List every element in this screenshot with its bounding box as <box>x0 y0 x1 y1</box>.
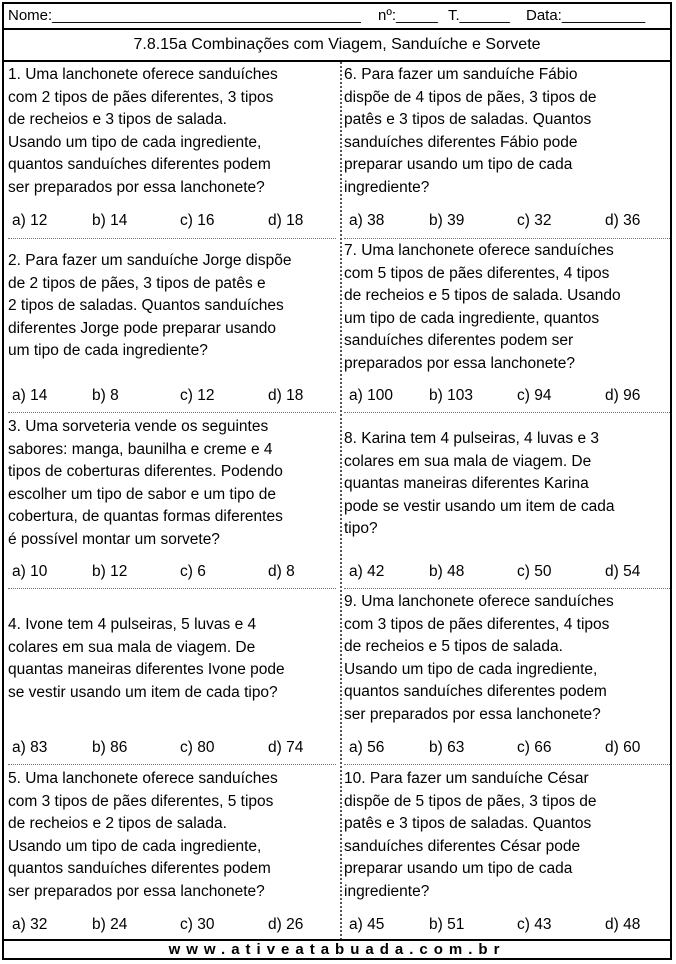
question-5: 5. Uma lanchonete oferece sanduíches com 3 tipos de pães diferentes, 5 tipos de recheios e 2 tipos de salada. Usando um tipo de cada ingrediente, quantos sanduíches diferentes podem ser preparados por essa lanchonete? <box>8 770 278 900</box>
option-b[interactable]: b) 103 <box>429 387 473 404</box>
header-fields <box>4 4 670 30</box>
question-separator <box>8 588 336 589</box>
option-c[interactable]: c) 30 <box>180 916 215 933</box>
number-field-label: nº:_____ <box>378 7 438 24</box>
worksheet <box>2 2 672 960</box>
option-a[interactable]: a) 45 <box>349 916 385 933</box>
option-a[interactable]: a) 38 <box>349 212 385 229</box>
option-b[interactable]: b) 14 <box>92 212 128 229</box>
question-8: 8. Karina tem 4 pulseiras, 4 luvas e 3 colares em sua mala de viagem. De quantas maneiras diferentes Karina pode se vestir usando um item de cada tipo? <box>344 430 615 537</box>
option-b[interactable]: b) 48 <box>429 563 465 580</box>
option-b[interactable]: b) 12 <box>92 563 128 580</box>
question-4: 4. Ivone tem 4 pulseiras, 5 luvas e 4 colares em sua mala de viagem. De quantas maneiras diferentes Ivone pode se vestir usando um item de cada tipo? <box>8 616 285 701</box>
option-c[interactable]: c) 6 <box>180 563 206 580</box>
option-d[interactable]: d) 8 <box>268 563 295 580</box>
option-c[interactable]: c) 32 <box>517 212 552 229</box>
column-divider <box>340 62 342 940</box>
option-c[interactable]: c) 50 <box>517 563 552 580</box>
date-field-label: Data:__________ <box>526 7 646 24</box>
option-a[interactable]: a) 10 <box>12 563 48 580</box>
option-c[interactable]: c) 66 <box>517 739 552 756</box>
option-b[interactable]: b) 63 <box>429 739 465 756</box>
option-b[interactable]: b) 51 <box>429 916 465 933</box>
option-b[interactable]: b) 39 <box>429 212 465 229</box>
question-1: 1. Uma lanchonete oferece sanduíches com 2 tipos de pães diferentes, 3 tipos de recheios e 3 tipos de salada. Usando um tipo de cada ingrediente, quantos sanduíches diferentes podem ser preparados por essa lanchonete? <box>8 66 278 196</box>
option-d[interactable]: d) 48 <box>605 916 641 933</box>
page-title: 7.8.15a Combinações com Viagem, Sanduíche e Sorvete <box>4 32 670 62</box>
question-separator <box>344 412 670 413</box>
option-a[interactable]: a) 32 <box>12 916 48 933</box>
option-b[interactable]: b) 24 <box>92 916 128 933</box>
option-c[interactable]: c) 43 <box>517 916 552 933</box>
class-field-label: T.______ <box>448 7 510 24</box>
question-7: 7. Uma lanchonete oferece sanduíches com 5 tipos de pães diferentes, 4 tipos de recheios e 5 tipos de salada. Usando um tipo de cada ingrediente, quantos sanduíches diferentes podem ser preparados por essa lanchonete? <box>344 242 621 372</box>
question-9: 9. Uma lanchonete oferece sanduíches com 3 tipos de pães diferentes, 4 tipos de recheios e 5 tipos de salada. Usando um tipo de cada ingrediente, quantos sanduíches diferentes podem ser preparados por essa lanchonete? <box>344 593 614 723</box>
option-b[interactable]: b) 8 <box>92 387 119 404</box>
question-10: 10. Para fazer um sanduíche César dispõe de 5 tipos de pães, 3 tipos de patês e 3 tipos de saladas. Quantos sanduíches diferentes César pode preparar usando um tipo de cada ingrediente? <box>344 770 597 900</box>
option-d[interactable]: d) 18 <box>268 212 304 229</box>
question-6: 6. Para fazer um sanduíche Fábio dispõe de 4 tipos de pães, 3 tipos de patês e 3 tipos de saladas. Quantos sanduíches diferentes Fábio pode preparar usando um tipo de cada ingrediente? <box>344 66 597 196</box>
question-3: 3. Uma sorveteria vende os seguintes sabores: manga, baunilha e creme e 4 tipos de coberturas diferentes. Podendo escolher um tipo de sabor e um tipo de cobertura, de quantas formas diferentes é possível montar um sorvete? <box>8 418 283 548</box>
option-a[interactable]: a) 12 <box>12 212 48 229</box>
question-separator <box>344 764 670 765</box>
option-a[interactable]: a) 83 <box>12 739 48 756</box>
option-a[interactable]: a) 14 <box>12 387 48 404</box>
footer-website: www.ativeatabuada.com.br <box>4 939 670 959</box>
option-d[interactable]: d) 96 <box>605 387 641 404</box>
option-c[interactable]: c) 16 <box>180 212 215 229</box>
option-d[interactable]: d) 54 <box>605 563 641 580</box>
option-c[interactable]: c) 80 <box>180 739 215 756</box>
question-separator <box>8 238 336 239</box>
question-separator <box>344 588 670 589</box>
option-d[interactable]: d) 74 <box>268 739 304 756</box>
name-field-label: Nome:_____________________________________ <box>8 7 361 24</box>
option-c[interactable]: c) 94 <box>517 387 552 404</box>
option-b[interactable]: b) 86 <box>92 739 128 756</box>
question-separator <box>344 238 670 239</box>
option-c[interactable]: c) 12 <box>180 387 215 404</box>
question-separator <box>8 412 336 413</box>
option-d[interactable]: d) 36 <box>605 212 641 229</box>
option-d[interactable]: d) 26 <box>268 916 304 933</box>
option-d[interactable]: d) 60 <box>605 739 641 756</box>
question-2: 2. Para fazer um sanduíche Jorge dispõe de 2 tipos de pães, 3 tipos de patês e 2 tipos de saladas. Quantos sanduíches diferentes Jorge pode preparar usando um tipo de cada ingrediente? <box>8 252 292 359</box>
option-a[interactable]: a) 56 <box>349 739 385 756</box>
option-d[interactable]: d) 18 <box>268 387 304 404</box>
question-separator <box>8 764 336 765</box>
option-a[interactable]: a) 42 <box>349 563 385 580</box>
option-a[interactable]: a) 100 <box>349 387 393 404</box>
